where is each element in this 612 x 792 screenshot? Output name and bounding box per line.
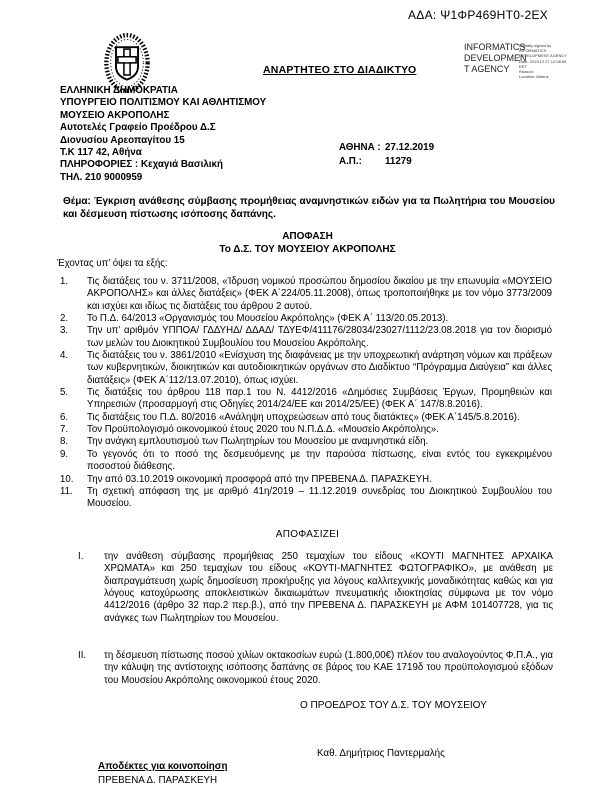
list-item xyxy=(60,424,552,436)
publish-notice: ΑΝΑΡΤΗΤΕΟ ΣΤΟ ΔΙΑΔΙΚΤΥΟ xyxy=(263,64,417,76)
item-text: Τις διατάξεις του ν. 3711/2008, «Ίδρυση νομικού προσώπου δημοσίου δικαίου με την επωνυμία «ΜΟΥΣΕΙΟ ΑΚΡΟΠΟΛΗΣ» και άλλες διατάξεις» (ΦΕΚ Α΄224/05.11.2008), όπως τροποποιήθηκε με τον νόμο 3773/2009 και ισχύει και ιδίως τις διατάξεις του άρθρου 2 αυτού. xyxy=(87,276,552,312)
decision-preamble: Έχοντας υπ’ όψει τα εξής: xyxy=(57,258,168,269)
item-number: 4. xyxy=(60,350,69,362)
item-number: I. xyxy=(78,551,84,562)
org-line-republic: ΕΛΛΗΝΙΚΗ ΔΗΜΟΚΡΑΤΙΑ xyxy=(60,85,178,96)
org-line-office: Αυτοτελές Γραφείο Προέδρου Δ.Σ xyxy=(60,122,216,134)
considerations-list xyxy=(60,276,552,511)
item-number: 7. xyxy=(60,424,69,436)
org-address-block xyxy=(60,85,266,184)
item-number: 6. xyxy=(60,411,69,423)
item-text: τη δέσμευση πίστωσης ποσού χιλίων οκτακοσίων ευρώ (1.800,00€) πλέον του αναλογούντος Φ.Π.Α., για την κάλυψη της αντίστοιχης ισόποσης δαπάνης σε βάρος του ΚΑΕ 1719δ του προϋπολογισμού εξόδων του Μουσείου Ακρόπολης οικονομικού έτους 2020. xyxy=(104,650,553,686)
ada-code xyxy=(408,8,548,22)
list-item xyxy=(60,313,552,325)
agency-line: INFORMATICS xyxy=(464,42,526,52)
list-item xyxy=(60,350,552,387)
item-text: Τον Προϋπολογισμό οικονομικού έτους 2020 του Ν.Π.Δ.Δ. «Μουσείο Ακρόπολης». xyxy=(87,424,439,436)
signature-detail-line: Location: Athens xyxy=(519,74,549,80)
protocol-label: Α.Π.: xyxy=(339,155,362,167)
item-number: 8. xyxy=(60,436,69,448)
signature-detail-line: Reason: xyxy=(519,69,534,75)
date-protocol-block xyxy=(339,141,434,168)
signature-details xyxy=(519,43,579,79)
signoff-role: Ο ΠΡΟΕΔΡΟΣ ΤΟΥ Δ.Σ. ΤΟΥ ΜΟΥΣΕΙΟΥ xyxy=(300,700,487,711)
city-date-value: 27.12.2019 xyxy=(385,142,435,153)
item-number: 2. xyxy=(60,313,69,325)
org-line-museum: ΜΟΥΣΕΙΟ ΑΚΡΟΠΟΛΗΣ xyxy=(60,109,170,121)
signature-detail-line: INFORMATICS xyxy=(519,48,547,54)
decision-item-2 xyxy=(78,650,553,687)
item-number: 10. xyxy=(60,473,74,485)
ada-value: Ψ1ΦΡ469ΗΤ0-2ΕΧ xyxy=(440,8,549,22)
item-number: 1. xyxy=(60,276,69,287)
subject-paragraph: Θέμα: Έγκριση ανάθεσης σύμβασης προμήθειας αναμνηστικών ειδών για τα Πωλητήρια του Μουσείου και δέσμευση πίστωσης ισόποσης δαπάνης. xyxy=(63,196,555,220)
item-number: 9. xyxy=(60,448,69,460)
decision-item-1 xyxy=(78,551,553,625)
city-date-label: ΑΘΗΝΑ : xyxy=(339,142,381,153)
agency-line: T AGENCY xyxy=(464,64,510,74)
org-line-contact: ΠΛΗΡΟΦΟΡΙΕΣ : Κεχαγιά Βασιλική xyxy=(60,159,223,171)
org-line-phone: ΤΗΛ. 210 9000959 xyxy=(60,171,143,183)
signature-detail-line: Date: 2019.12.27 12:08:55 xyxy=(519,58,567,64)
recipients-heading: Αποδέκτες για κοινοποίηση xyxy=(98,761,228,772)
decision-subtitle: Το Δ.Σ. ΤΟΥ ΜΟΥΣΕΙΟΥ ΑΚΡΟΠΟΛΗΣ xyxy=(219,244,396,255)
ada-label: ΑΔΑ: xyxy=(408,8,437,22)
item-number: II. xyxy=(78,650,87,661)
org-line-ministry: ΥΠΟΥΡΓΕΙΟ ΠΟΛΙΤΙΣΜΟΥ ΚΑΙ ΑΘΛΗΤΙΣΜΟΥ xyxy=(60,97,267,109)
item-text: Το Π.Δ. 64/2013 «Οργανισμός του Μουσείου Ακρόπολης» (ΦΕΚ Α΄ 113/20.05.2013). xyxy=(87,313,449,325)
list-item xyxy=(60,474,552,486)
item-number: 3. xyxy=(60,325,69,337)
list-item xyxy=(60,412,552,424)
signoff-name: Καθ. Δημήτριος Παντερμαλής xyxy=(317,748,445,759)
recipient-name: ΠΡΕΒΕΝΑ Δ. ΠΑΡΑΣΚΕΥΗ xyxy=(98,775,218,786)
signature-detail-line: DEVELOPMENT AGENCY xyxy=(519,53,567,59)
item-text: Την ανάγκη εμπλουτισμού των Πωλητηρίων του Μουσείου με αναμνηστικά είδη. xyxy=(87,436,429,448)
item-text: Τη σχετική απόφαση της με αριθμό 41η/2019 – 11.12.2019 συνεδρίας του Διοικητικού Συμβουλίου του Μουσείου. xyxy=(87,485,552,510)
org-line-postcode: Τ.Κ 117 42, Αθήνα xyxy=(60,147,142,159)
agency-line: DEVELOPMEN xyxy=(464,53,527,63)
org-line-street: Διονυσίου Αρεοπαγίτου 15 xyxy=(60,134,185,146)
item-text: την ανάθεση σύμβασης προμήθειας 250 τεμαχίων του είδους «ΚΟΥΤΙ ΜΑΓΝΗΤΕΣ ΑΡΧΑΙΚΑ ΧΡΩΜΑΤΑ» και 250 τεμαχίων του είδους «ΚΟΥΤΙ-ΜΑΓΝΗΤΕΣ ΦΩΤΟΓΡΑΦΙΚΟ», με ανάθεση με διαπραγμάτευση χωρίς δημοσίευση προκήρυξης για λόγους καλλιτεχνικής μοναδικότητας καθώς και για λόγους κατοχύρωσης αποκλειστικών δικαιωμάτων πνευματικής ιδιοκτησίας σύμφωνα με τον νόμο 4412/2016 (άρθρο 32 παρ.2 περ.β.), από την ΠΡΕΒΕΝΑ Δ. ΠΑΡΑΣΚΕΥΗ με ΑΦΜ 101407728, για τις ανάγκες των Πωλητηρίων του Μουσείου. xyxy=(104,551,553,624)
item-text: Το γεγονός ότι το ποσό της δεσμευόμενης με την παρούσα πίστωσης, είναι εντός του εγκεκριμένου ποσοστού διάθεσης. xyxy=(87,448,552,473)
protocol-value: 11279 xyxy=(385,155,412,167)
item-text: Την υπ’ αριθμόν ΥΠΠΟΑ/ ΓΔΔΥΗΔ/ ΔΔΑΔ/ ΤΔΥΕΦ/411176/28034/23027/1112/23.08.2018 για τον διορισμό των μελών του Διοικητικού Συμβουλίου του Μουσείου Ακρόπολης. xyxy=(87,325,552,349)
list-item xyxy=(60,325,552,350)
item-text: Τις διατάξεις του άρθρου 118 παρ.1 του Ν. 4412/2016 «Δημόσιες Συμβάσεις Έργων, Προμηθειών και Υπηρεσιών (προσαρμογή στις Οδηγίες 2014/24/ΕΕ και 2014/25/ΕΕ) (ΦΕΚ Α΄ 147/8.8.2016). xyxy=(87,387,552,411)
item-text: Τις διατάξεις του Π.Δ. 80/2016 «Ανάληψη υποχρεώσεων από τους διατάκτες» (ΦΕΚ Α΄145/5.8.2016). xyxy=(87,411,520,423)
list-item xyxy=(60,449,552,474)
signature-detail-line: EET xyxy=(519,63,527,69)
item-text: Την από 03.10.2019 οικονομική προσφορά από την ΠΡΕΒΕΝΑ Δ. ΠΑΡΑΣΚΕΥΗ. xyxy=(87,473,432,485)
list-item xyxy=(60,387,552,412)
signature-detail-line: Digitally signed by xyxy=(519,43,552,48)
item-number: 11. xyxy=(60,485,73,497)
list-item xyxy=(60,486,552,511)
decision-title: ΑΠΟΦΑΣΗ xyxy=(282,231,333,242)
item-text: Τις διατάξεις του ν. 3861/2010 «Ενίσχυση της διαφάνειας με την υποχρεωτική ανάρτηση νόμων και πράξεων των κυβερνητικών, διοικητικών και αυτοδιοικητικών οργάνων στο Διαδίκτυο “Πρόγραμμα Διαύγεια” και άλλες διατάξεις» (ΦΕΚ Α΄112/13.07.2010), όπως ισχύει. xyxy=(87,350,552,386)
item-number: 5. xyxy=(60,387,69,399)
list-item xyxy=(60,276,552,313)
list-item xyxy=(60,436,552,448)
decides-title: ΑΠΟΦΑΣΙΖΕΙ xyxy=(275,529,340,540)
